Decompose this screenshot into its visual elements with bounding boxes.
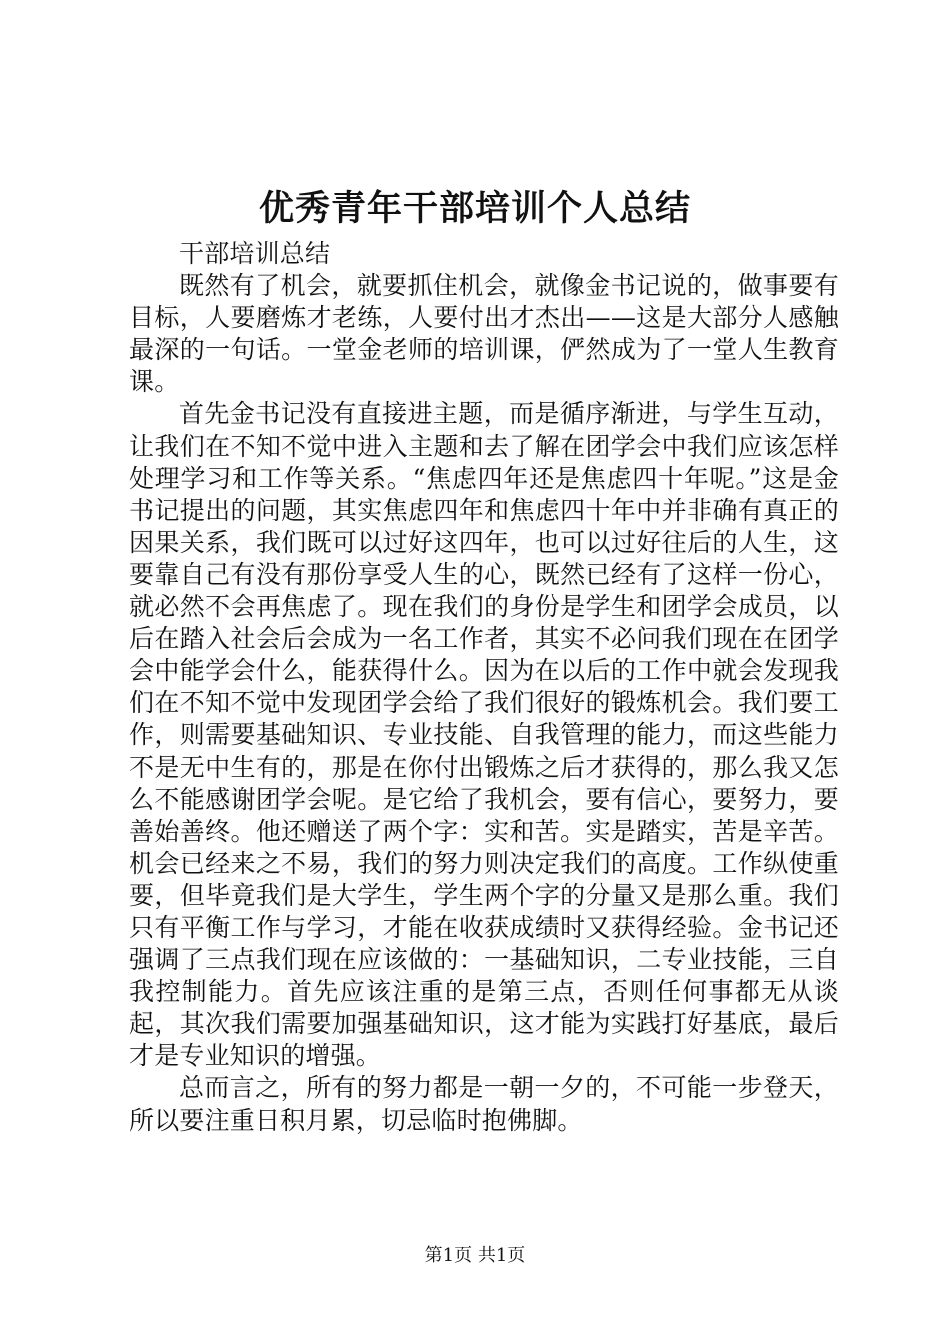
paragraph-2: 首先金书记没有直接进主题，而是循序渐进，与学生互动，让我们在不知不觉中进入主题和去了解在团学会中我们应该怎样处理学习和工作等关系。“焦虑四年还是焦虑四十年呢。”这是金书记提出的问题，其实焦虑四年和焦虑四十年中并非确有真正的因果关系，我们既可以过好这四年，也可以过好往后的人生，这要靠自己有没有那份享受人生的心，既然已经有了这样一份心，就必然不会再焦虑了。现在我们的身份是学生和团学会成员，以后在踏入社会后会成为一名工作者，其实不必问我们现在在团学会中能学会什么，能获得什么。因为在以后的工作中就会发现我们在不知不觉中发现团学会给了我们很好的锻炼机会。我们要工作，则需要基础知识、专业技能、自我管理的能力，而这些能力不是无中生有的，那是在你付出锻炼之后才获得的，那么我又怎么不能感谢团学会呢。是它给了我机会，要有信心，要努力，要善始善终。他还赠送了两个字：实和苦。实是踏实，苦是辛苦。机会已经来之不易，我们的努力则决定我们的高度。工作纵使重要，但毕竟我们是大学生，学生两个字的分量又是那么重。我们只有平衡工作与学习，才能在收获成绩时又获得经验。金书记还强调了三点我们现在应该做的：一基础知识，二专业技能，三自我控制能力。首先应该注重的是第三点，否则任何事都无从谈起，其次我们需要加强基础知识，这才能为实践打好基底，最后才是专业知识的增强。 [129, 399, 839, 1071]
document-title: 优秀青年干部培训个人总结 [258, 188, 691, 229]
paragraph-3: 总而言之，所有的努力都是一朝一夕的，不可能一步登天，所以要注重日积月累，切忌临时抱佛脚。 [129, 1073, 839, 1135]
page-footer: 第1页 共1页 [424, 1245, 526, 1266]
document-subtitle: 干部培训总结 [179, 239, 331, 268]
document-body [129, 238, 839, 1137]
paragraph-1: 既然有了机会，就要抓住机会，就像金书记说的，做事要有目标，人要磨炼才老练，人要付出才杰出——这是大部分人感触最深的一句话。一堂金老师的培训课，俨然成为了一堂人生教育课。 [129, 271, 839, 397]
